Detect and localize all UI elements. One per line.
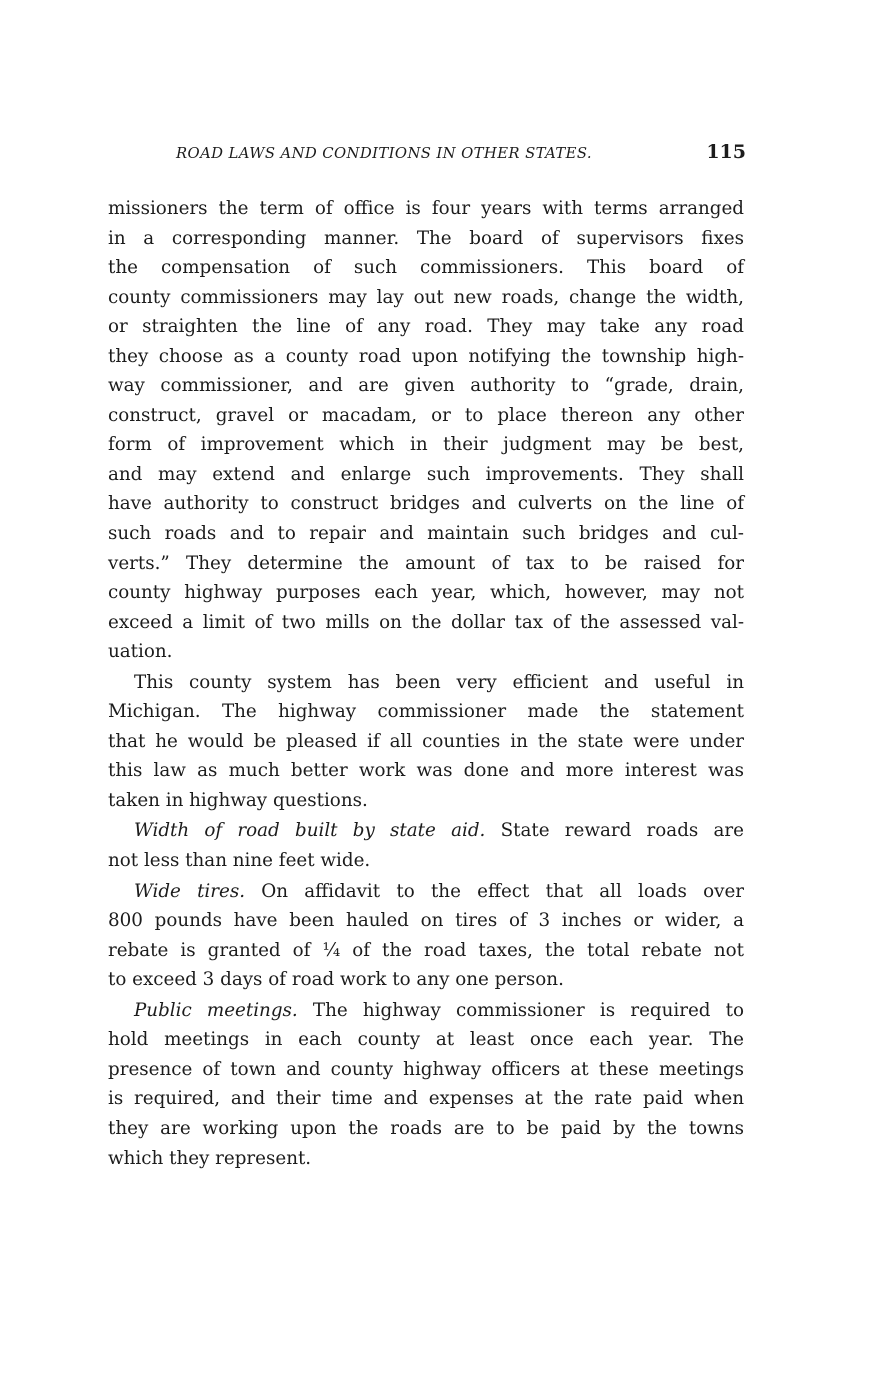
text-line: they choose as a county road upon notifying the township high- [108,345,744,367]
paragraph-public-meetings [108,996,744,1173]
run-in-heading: Public meetings. [134,999,298,1021]
text-line [108,816,744,846]
line-text: State reward roads are [485,820,744,842]
text-line: this law as much better work was done and more interest was [108,760,744,782]
run-in-heading: Wide tires. [134,880,246,902]
text-line: in a corresponding manner. The board of supervisors fixes [108,227,744,249]
line-text: On affidavit to the effect that all loads over [245,880,745,902]
text-line: have authority to construct bridges and culverts on the line of [108,493,744,515]
paragraph-county-commissioners [108,194,744,667]
text-line: taken in highway questions. [108,789,368,811]
paragraph-michigan-system [108,668,744,816]
running-title: ROAD LAWS AND CONDITIONS IN OTHER STATES. [176,145,592,162]
paragraph-width-of-road [108,816,744,875]
page-number: 115 [706,141,746,163]
text-line: such roads and to repair and maintain such bridges and cul- [108,523,744,545]
body-text [108,194,744,1173]
text-line: which they represent. [108,1147,312,1169]
text-line: way commissioner, and are given authority to “grade, drain, [108,375,744,397]
text-line: uation. [108,641,173,663]
text-line: is required, and their time and expenses at the rate paid when [108,1088,744,1110]
text-line: not less than nine feet wide. [108,850,371,872]
text-line: county commissioners may lay out new roads, change the width, [108,286,744,308]
text-line [108,877,744,907]
paragraph-wide-tires [108,877,744,995]
text-line: and may extend and enlarge such improvements. They shall [108,463,744,485]
line-text: The highway commissioner is required to [297,999,745,1021]
text-line: or straighten the line of any road. They may take any road [108,316,744,338]
text-line: missioners the term of office is four years with terms arranged [108,198,744,219]
text-line: the compensation of such commissioners. This board of [108,257,744,279]
run-in-heading: Width of road built by state aid. [134,820,486,842]
text-line [108,996,744,1026]
text-line: county highway purposes each year, which, however, may not [108,582,744,604]
text-line: form of improvement which in their judgment may be best, [108,434,744,456]
text-line: rebate is granted of ¼ of the road taxes, the total rebate not [108,939,744,961]
text-line: presence of town and county highway officers at these meetings [108,1058,744,1080]
text-line: hold meetings in each county at least once each year. The [108,1029,744,1051]
text-line: exceed a limit of two mills on the dollar tax of the assessed val- [108,611,744,633]
text-line: to exceed 3 days of road work to any one person. [108,969,564,991]
text-line: Michigan. The highway commissioner made the statement [108,701,744,723]
text-line: This county system has been very efficient and useful in [134,671,744,693]
text-line: they are working upon the roads are to be paid by the towns [108,1117,744,1139]
text-line: verts.” They determine the amount of tax to be raised for [108,552,744,574]
text-line: 800 pounds have been hauled on tires of 3 inches or wider, a [108,910,744,932]
text-line: that he would be pleased if all counties in the state were under [108,730,744,752]
running-head [108,141,748,171]
text-line: construct, gravel or macadam, or to place thereon any other [108,404,744,426]
